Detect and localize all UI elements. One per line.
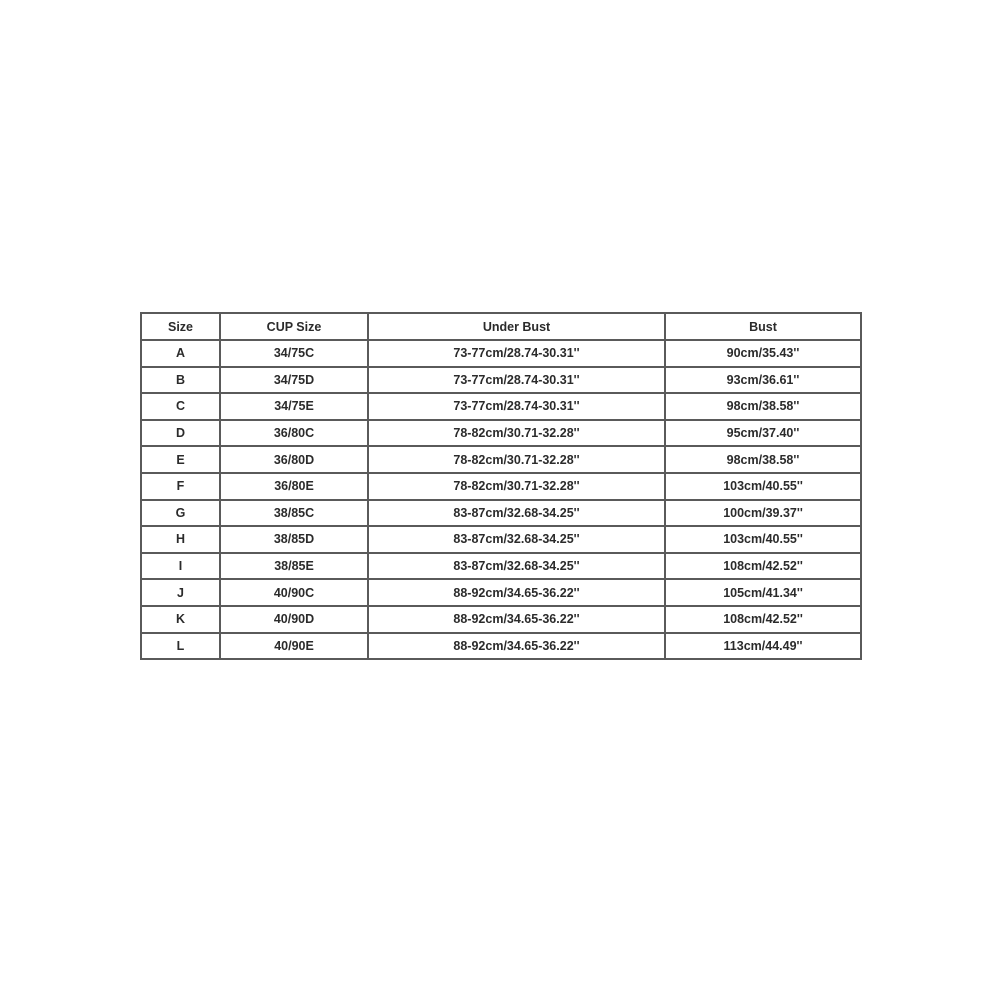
size-cell: I bbox=[141, 553, 220, 580]
under-bust-cell: 88-92cm/34.65-36.22'' bbox=[368, 579, 665, 606]
size-cell: L bbox=[141, 633, 220, 660]
size-cell: E bbox=[141, 446, 220, 473]
cup-size-cell: 38/85D bbox=[220, 526, 368, 553]
header-cup-size: CUP Size bbox=[220, 313, 368, 340]
cup-size-cell: 40/90C bbox=[220, 579, 368, 606]
under-bust-cell: 88-92cm/34.65-36.22'' bbox=[368, 633, 665, 660]
under-bust-cell: 73-77cm/28.74-30.31'' bbox=[368, 340, 665, 367]
header-bust: Bust bbox=[665, 313, 861, 340]
under-bust-cell: 83-87cm/32.68-34.25'' bbox=[368, 526, 665, 553]
table-row bbox=[141, 500, 861, 527]
header-under-bust: Under Bust bbox=[368, 313, 665, 340]
cup-size-cell: 40/90D bbox=[220, 606, 368, 633]
size-cell: C bbox=[141, 393, 220, 420]
bust-cell: 90cm/35.43'' bbox=[665, 340, 861, 367]
cup-size-cell: 36/80D bbox=[220, 446, 368, 473]
cup-size-cell: 36/80E bbox=[220, 473, 368, 500]
bust-cell: 105cm/41.34'' bbox=[665, 579, 861, 606]
table-row bbox=[141, 340, 861, 367]
header-size: Size bbox=[141, 313, 220, 340]
size-cell: B bbox=[141, 367, 220, 394]
table-row bbox=[141, 367, 861, 394]
under-bust-cell: 78-82cm/30.71-32.28'' bbox=[368, 473, 665, 500]
table-row bbox=[141, 446, 861, 473]
size-cell: K bbox=[141, 606, 220, 633]
under-bust-cell: 78-82cm/30.71-32.28'' bbox=[368, 446, 665, 473]
cup-size-cell: 34/75C bbox=[220, 340, 368, 367]
bust-cell: 100cm/39.37'' bbox=[665, 500, 861, 527]
table-row bbox=[141, 553, 861, 580]
size-cell: A bbox=[141, 340, 220, 367]
cup-size-cell: 36/80C bbox=[220, 420, 368, 447]
cup-size-cell: 40/90E bbox=[220, 633, 368, 660]
header-row bbox=[141, 313, 861, 340]
table-row bbox=[141, 606, 861, 633]
bust-cell: 108cm/42.52'' bbox=[665, 606, 861, 633]
size-cell: J bbox=[141, 579, 220, 606]
table-row bbox=[141, 633, 861, 660]
cup-size-cell: 34/75D bbox=[220, 367, 368, 394]
table-row bbox=[141, 526, 861, 553]
table-header bbox=[141, 313, 861, 340]
size-cell: H bbox=[141, 526, 220, 553]
under-bust-cell: 83-87cm/32.68-34.25'' bbox=[368, 500, 665, 527]
size-cell: F bbox=[141, 473, 220, 500]
bust-cell: 103cm/40.55'' bbox=[665, 473, 861, 500]
bust-cell: 98cm/38.58'' bbox=[665, 446, 861, 473]
table-row bbox=[141, 579, 861, 606]
under-bust-cell: 83-87cm/32.68-34.25'' bbox=[368, 553, 665, 580]
under-bust-cell: 78-82cm/30.71-32.28'' bbox=[368, 420, 665, 447]
cup-size-cell: 38/85C bbox=[220, 500, 368, 527]
cup-size-cell: 34/75E bbox=[220, 393, 368, 420]
size-cell: G bbox=[141, 500, 220, 527]
under-bust-cell: 73-77cm/28.74-30.31'' bbox=[368, 367, 665, 394]
bust-cell: 108cm/42.52'' bbox=[665, 553, 861, 580]
size-chart-table bbox=[140, 312, 862, 660]
under-bust-cell: 73-77cm/28.74-30.31'' bbox=[368, 393, 665, 420]
under-bust-cell: 88-92cm/34.65-36.22'' bbox=[368, 606, 665, 633]
table-row bbox=[141, 420, 861, 447]
cup-size-cell: 38/85E bbox=[220, 553, 368, 580]
size-cell: D bbox=[141, 420, 220, 447]
bust-cell: 95cm/37.40'' bbox=[665, 420, 861, 447]
table-row bbox=[141, 393, 861, 420]
bust-cell: 113cm/44.49'' bbox=[665, 633, 861, 660]
bust-cell: 93cm/36.61'' bbox=[665, 367, 861, 394]
bust-cell: 103cm/40.55'' bbox=[665, 526, 861, 553]
table-body bbox=[141, 340, 861, 659]
bust-cell: 98cm/38.58'' bbox=[665, 393, 861, 420]
table-row bbox=[141, 473, 861, 500]
